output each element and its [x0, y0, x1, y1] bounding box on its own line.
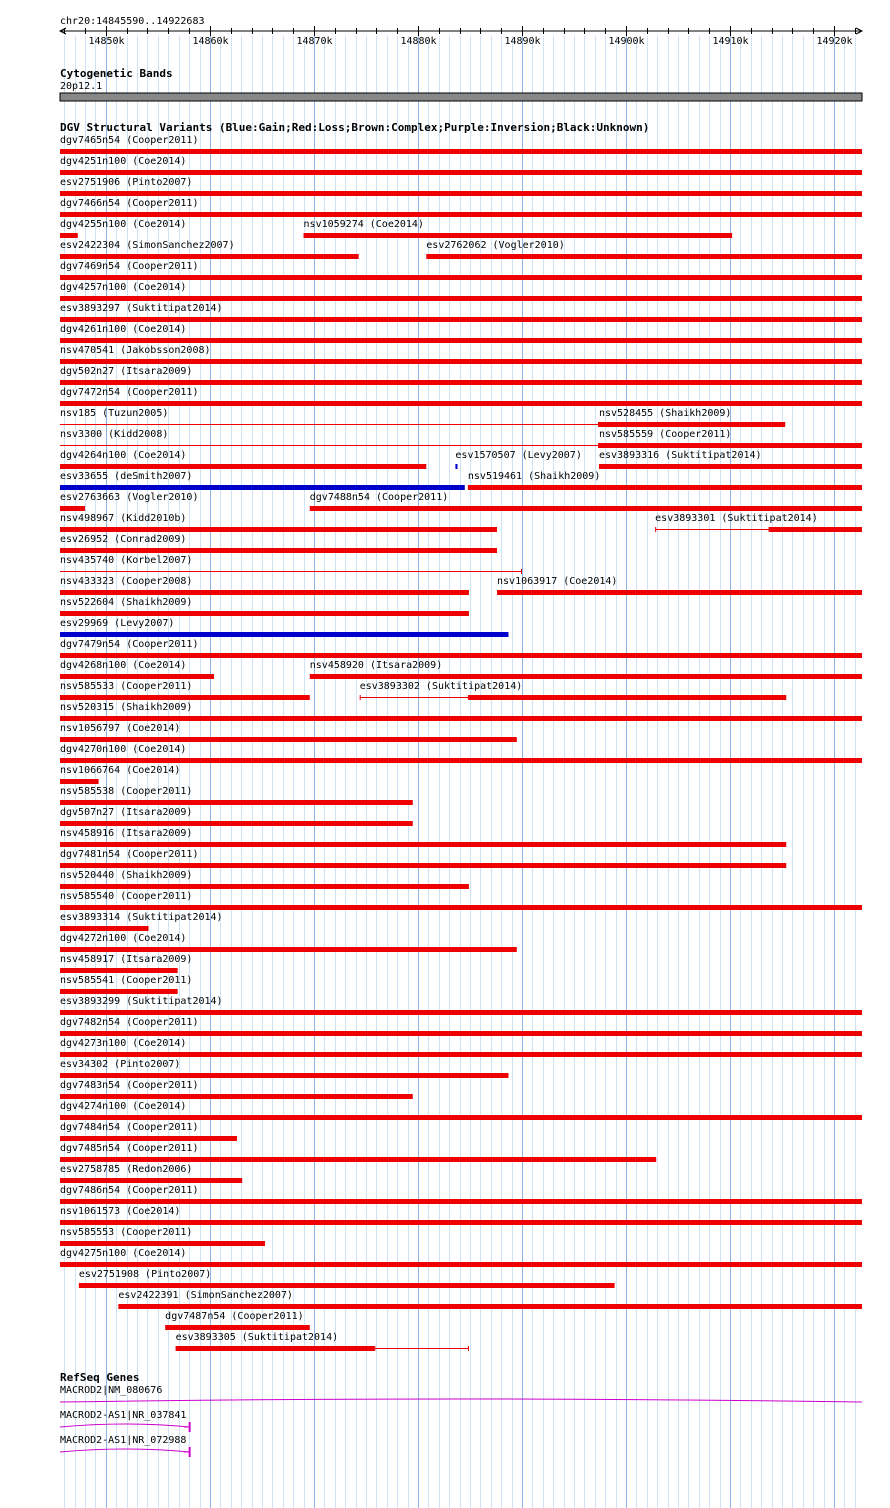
dgv-feature-label: nsv520315 (Shaikh2009) — [60, 702, 193, 713]
refseq-gene-label: MACROD2|NM_080676 — [60, 1385, 163, 1396]
dgv-feature-bar[interactable] — [60, 1031, 862, 1036]
dgv-feature-bar[interactable] — [60, 632, 508, 637]
dgv-feature-label: dgv4273n100 (Coe2014) — [60, 1038, 187, 1049]
cytoband-bar[interactable] — [60, 93, 862, 101]
dgv-feature-label: dgv4274n100 (Coe2014) — [60, 1101, 187, 1112]
dgv-feature-bar[interactable] — [60, 611, 469, 616]
dgv-feature-label: esv26952 (Conrad2009) — [60, 534, 187, 545]
dgv-feature-bar[interactable] — [60, 926, 149, 931]
dgv-feature-bar[interactable] — [304, 233, 733, 238]
dgv-feature-bar[interactable] — [60, 674, 214, 679]
ruler-tick-label: 14920k — [816, 36, 853, 47]
dgv-feature-label: dgv4264n100 (Coe2014) — [60, 450, 187, 461]
dgv-feature-label: dgv7479n54 (Cooper2011) — [60, 639, 199, 650]
dgv-feature-bar[interactable] — [60, 1115, 862, 1120]
dgv-feature-bar[interactable] — [60, 380, 862, 385]
dgv-feature-bar[interactable] — [60, 233, 78, 238]
dgv-feature-label: esv2751906 (Pinto2007) — [60, 177, 193, 188]
dgv-feature-label: nsv528455 (Shaikh2009) — [598, 408, 732, 419]
dgv-feature-bar[interactable] — [176, 1346, 375, 1351]
dgv-feature-label: esv2763663 (Vogler2010) — [60, 492, 199, 503]
dgv-feature-label: esv29969 (Levy2007) — [60, 618, 175, 629]
dgv-feature-label: nsv458916 (Itsara2009) — [60, 828, 193, 839]
dgv-feature-bar[interactable] — [60, 1199, 862, 1204]
dgv-feature-label: dgv7472n54 (Cooper2011) — [60, 387, 199, 398]
dgv-feature-bar[interactable] — [599, 464, 862, 469]
dgv-feature-bar[interactable] — [770, 527, 862, 532]
dgv-feature-label: esv3893301 (Suktitipat2014) — [655, 513, 818, 524]
dgv-feature-bar[interactable] — [599, 443, 862, 448]
dgv-feature-label: nsv1059274 (Coe2014) — [303, 219, 424, 230]
dgv-feature-label: nsv522604 (Shaikh2009) — [60, 597, 193, 608]
dgv-feature-bar[interactable] — [60, 296, 862, 301]
ruler-tick-label: 14870k — [296, 36, 333, 47]
dgv-feature-label: dgv7484n54 (Cooper2011) — [60, 1122, 199, 1133]
dgv-feature-bar[interactable] — [60, 863, 786, 868]
dgv-feature-label: dgv4255n100 (Coe2014) — [60, 219, 187, 230]
dgv-feature-bar[interactable] — [60, 317, 862, 322]
dgv-feature-bar[interactable] — [60, 716, 862, 721]
dgv-feature-bar[interactable] — [60, 1073, 508, 1078]
dgv-feature-label: dgv7481n54 (Cooper2011) — [60, 849, 199, 860]
dgv-feature-label: nsv470541 (Jakobsson2008) — [60, 345, 211, 356]
dgv-feature-bar[interactable] — [60, 884, 469, 889]
dgv-feature-bar[interactable] — [455, 464, 457, 469]
ruler-tick-label: 14880k — [400, 36, 437, 47]
dgv-feature-label: esv34302 (Pinto2007) — [60, 1059, 181, 1070]
dgv-feature-label: nsv3300 (Kidd2008) — [60, 429, 169, 440]
dgv-feature-bar[interactable] — [60, 170, 862, 175]
dgv-feature-bar[interactable] — [60, 1157, 656, 1162]
ruler-tick-label: 14910k — [712, 36, 749, 47]
dgv-feature-bar[interactable] — [60, 695, 310, 700]
dgv-feature-bar[interactable] — [60, 254, 359, 259]
dgv-feature-bar[interactable] — [60, 191, 862, 196]
dgv-feature-bar[interactable] — [60, 275, 862, 280]
dgv-feature-bar[interactable] — [599, 422, 785, 427]
dgv-feature-bar[interactable] — [60, 359, 862, 364]
dgv-feature-label: dgv7466n54 (Cooper2011) — [60, 198, 199, 209]
dgv-feature-label: dgv4272n100 (Coe2014) — [60, 933, 187, 944]
dgv-feature-bar[interactable] — [60, 905, 862, 910]
dgv-feature-label: nsv585540 (Cooper2011) — [60, 891, 193, 902]
dgv-feature-label: esv1570507 (Levy2007) — [455, 450, 582, 461]
dgv-feature-bar[interactable] — [60, 590, 469, 595]
dgv-feature-label: nsv185 (Tuzun2005) — [60, 408, 169, 419]
dgv-feature-label: nsv1056797 (Coe2014) — [60, 723, 181, 734]
dgv-feature-label: nsv520440 (Shaikh2009) — [60, 870, 193, 881]
dgv-feature-label: dgv7486n54 (Cooper2011) — [60, 1185, 199, 1196]
dgv-feature-bar[interactable] — [310, 674, 862, 679]
dgv-feature-label: nsv458917 (Itsara2009) — [60, 954, 193, 965]
dgv-feature-label: dgv7483n54 (Cooper2011) — [60, 1080, 199, 1091]
dgv-feature-label: esv3893305 (Suktitipat2014) — [175, 1332, 339, 1343]
cytoband-track-title: Cytogenetic Bands — [60, 67, 173, 80]
dgv-feature-label: esv33655 (deSmith2007) — [60, 471, 193, 482]
dgv-feature-label: nsv519461 (Shaikh2009) — [467, 471, 601, 482]
dgv-feature-label: nsv585538 (Cooper2011) — [60, 786, 193, 797]
dgv-feature-label: esv2422304 (SimonSanchez2007) — [60, 240, 235, 251]
dgv-feature-label: dgv7485n54 (Cooper2011) — [60, 1143, 199, 1154]
dgv-feature-bar[interactable] — [469, 695, 786, 700]
dgv-feature-bar[interactable] — [60, 548, 497, 553]
dgv-feature-bar[interactable] — [60, 653, 862, 658]
dgv-feature-bar[interactable] — [60, 1262, 862, 1267]
dgv-track-title: DGV Structural Variants (Blue:Gain;Red:Loss;Brown:Complex;Purple:Inversion;Black:Unknown) — [60, 121, 650, 134]
dgv-feature-bar[interactable] — [60, 338, 862, 343]
dgv-feature-bar[interactable] — [165, 1325, 310, 1330]
dgv-feature-label: nsv1066764 (Coe2014) — [60, 765, 181, 776]
dgv-feature-label: nsv585553 (Cooper2011) — [60, 1227, 193, 1238]
dgv-feature-bar[interactable] — [60, 506, 85, 511]
dgv-feature-label: dgv4251n100 (Coe2014) — [60, 156, 187, 167]
ruler-tick-label: 14890k — [504, 36, 541, 47]
dgv-feature-label: nsv435740 (Korbel2007) — [60, 555, 193, 566]
ruler-tick-label: 14850k — [88, 36, 125, 47]
coordinate-label: chr20:14845590..14922683 — [60, 16, 205, 27]
dgv-feature-label: nsv498967 (Kidd2010b) — [60, 513, 187, 524]
dgv-feature-bar[interactable] — [497, 590, 862, 595]
dgv-feature-label: dgv7488n54 (Cooper2011) — [309, 492, 449, 503]
dgv-feature-label: dgv4275n100 (Coe2014) — [60, 1248, 187, 1259]
dgv-feature-label: dgv4261n100 (Coe2014) — [60, 324, 187, 335]
dgv-feature-label: nsv458920 (Itsara2009) — [309, 660, 443, 671]
dgv-feature-bar[interactable] — [60, 401, 862, 406]
dgv-feature-label: esv2751908 (Pinto2007) — [78, 1269, 212, 1280]
dgv-feature-bar[interactable] — [60, 527, 497, 532]
dgv-feature-label: esv3893299 (Suktitipat2014) — [60, 996, 223, 1007]
dgv-feature-label: esv3893297 (Suktitipat2014) — [60, 303, 223, 314]
dgv-feature-bar[interactable] — [60, 779, 99, 784]
dgv-feature-bar[interactable] — [60, 947, 517, 952]
dgv-feature-bar[interactable] — [60, 989, 178, 994]
refseq-track-title: RefSeq Genes — [60, 1371, 140, 1384]
refseq-gene-intron[interactable] — [60, 1424, 190, 1427]
dgv-feature-bar[interactable] — [60, 485, 465, 490]
dgv-feature-label: dgv507n27 (Itsara2009) — [60, 807, 193, 818]
ruler-tick-label: 14860k — [192, 36, 229, 47]
dgv-feature-bar[interactable] — [118, 1304, 862, 1309]
dgv-feature-bar[interactable] — [60, 842, 786, 847]
dgv-feature-bar[interactable] — [60, 212, 862, 217]
dgv-feature-bar[interactable] — [426, 254, 862, 259]
dgv-feature-label: dgv7465n54 (Cooper2011) — [60, 135, 199, 146]
dgv-feature-label: nsv433323 (Cooper2008) — [60, 576, 193, 587]
dgv-feature-label: esv2762062 (Vogler2010) — [426, 240, 565, 251]
dgv-feature-label: dgv4270n100 (Coe2014) — [60, 744, 187, 755]
dgv-feature-bar[interactable] — [60, 464, 426, 469]
dgv-feature-bar[interactable] — [60, 1178, 242, 1183]
dgv-feature-label: nsv1063917 (Coe2014) — [497, 576, 618, 587]
dgv-feature-label: dgv7482n54 (Cooper2011) — [60, 1017, 199, 1028]
dgv-feature-label: dgv7487n54 (Cooper2011) — [165, 1311, 304, 1322]
dgv-feature-label: esv2758785 (Redon2006) — [60, 1164, 193, 1175]
refseq-gene-label: MACROD2-AS1|NR_072988 — [60, 1435, 187, 1446]
dgv-feature-bar[interactable] — [60, 149, 862, 154]
dgv-feature-label: esv2422391 (SimonSanchez2007) — [118, 1290, 293, 1301]
dgv-feature-bar[interactable] — [60, 1136, 237, 1141]
ruler-tick-label: 14900k — [608, 36, 645, 47]
refseq-gene-label: MACROD2-AS1|NR_037841 — [60, 1410, 187, 1421]
dgv-feature-bar[interactable] — [60, 1241, 265, 1246]
dgv-feature-bar[interactable] — [310, 506, 862, 511]
dgv-feature-label: nsv585541 (Cooper2011) — [60, 975, 193, 986]
dgv-feature-bar[interactable] — [60, 1010, 862, 1015]
dgv-feature-bar[interactable] — [60, 737, 517, 742]
dgv-feature-bar[interactable] — [468, 485, 862, 490]
cytoband-label: 20p12.1 — [60, 81, 103, 92]
dgv-feature-label: dgv4268n100 (Coe2014) — [60, 660, 187, 671]
dgv-feature-label: dgv502n27 (Itsara2009) — [60, 366, 193, 377]
dgv-feature-label: dgv4257n100 (Coe2014) — [60, 282, 187, 293]
dgv-feature-label: esv3893302 (Suktitipat2014) — [359, 681, 523, 692]
dgv-feature-bar[interactable] — [60, 821, 413, 826]
dgv-feature-bar[interactable] — [60, 800, 413, 805]
dgv-feature-bar[interactable] — [60, 758, 862, 763]
dgv-feature-bar[interactable] — [60, 1220, 862, 1225]
refseq-gene-intron[interactable] — [60, 1449, 190, 1452]
dgv-feature-label: esv3893316 (Suktitipat2014) — [598, 450, 762, 461]
dgv-feature-bar[interactable] — [60, 1052, 862, 1057]
dgv-feature-bar[interactable] — [60, 1094, 413, 1099]
dgv-feature-bar[interactable] — [60, 968, 178, 973]
dgv-feature-bar[interactable] — [79, 1283, 615, 1288]
dgv-feature-label: dgv7469n54 (Cooper2011) — [60, 261, 199, 272]
dgv-feature-label: esv3893314 (Suktitipat2014) — [60, 912, 223, 923]
dgv-feature-label: nsv585559 (Cooper2011) — [598, 429, 732, 440]
dgv-feature-label: nsv1061573 (Coe2014) — [60, 1206, 181, 1217]
dgv-feature-label: nsv585533 (Cooper2011) — [60, 681, 193, 692]
